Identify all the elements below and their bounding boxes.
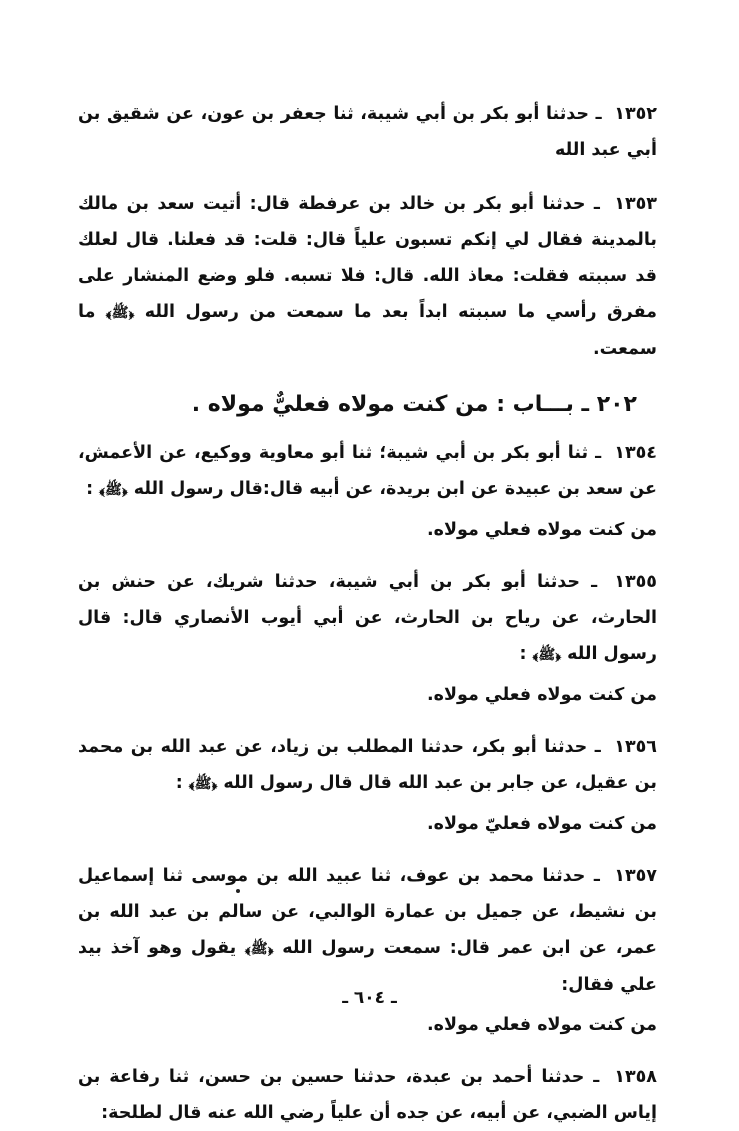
hadith-number: ١٣٥٧ [614, 866, 657, 886]
pbuh-glyph: ﴿ﷺ﴾ [99, 482, 128, 498]
page-number: ـ ٦٠٤ ـ [342, 988, 397, 1008]
hadith-number: ١٣٥٣ [614, 194, 657, 214]
hadith-tail: : [86, 479, 94, 499]
hadith-tail: : [519, 644, 527, 664]
hadith-text: ـ حدثنا أبو بكر، حدثنا المطلب بن زياد، عن عبد الله بن محمد بن عقيل، عن جابر بن عبد الله قال قال رسول الله [78, 737, 657, 793]
hadith-matn: من كنت مولاه فعلي مولاه. [427, 685, 657, 705]
pbuh-glyph: ﴿ﷺ﴾ [105, 305, 135, 321]
hadith-matn: من كنت مولاه فعلي مولاه. [427, 520, 657, 540]
hadith-1353 [78, 186, 657, 367]
hadith-number: ١٣٥٥ [614, 572, 657, 592]
pbuh-glyph: ﴿ﷺ﴾ [532, 647, 562, 663]
hadith-tail: : [175, 773, 183, 793]
hadith-1355 [78, 564, 657, 673]
hadith-1356 [78, 729, 657, 802]
hadith-tail: يقول وهو آخذ بيد علي فقال: [78, 938, 657, 995]
hadith-text: ـ حدثنا محمد بن عوف، ثنا عبيد الله بن موسى ثنا إسماعيل بن نشيط، عن جميل بن عمارة الوالبي، عن سالم بن عبد الله بن عمر، عن ابن عمر قال: سمعت رسول الله [78, 866, 657, 958]
chapter-title: ـ بـــاب : من كنت مولاه فعليٌّ مولاه . [191, 392, 590, 417]
page-body [78, 96, 657, 1131]
chapter-heading [78, 385, 637, 425]
hadith-1354 [78, 435, 657, 508]
hadith-text: ـ ثنا أبو بكر بن أبي شيبة؛ ثنا أبو معاوية ووكيع، عن الأعمش، عن سعد بن عبيدة عن ابن بريدة، عن أبيه قال:قال رسول الله [78, 443, 657, 499]
ink-speck [236, 889, 240, 893]
hadith-number: ١٣٥٨ [614, 1067, 657, 1087]
pbuh-glyph: ﴿ﷺ﴾ [188, 776, 218, 792]
hadith-1358 [78, 1059, 657, 1131]
hadith-matn: من كنت مولاه فعلي مولاه. [427, 1015, 657, 1035]
pbuh-glyph: ﴿ﷺ﴾ [245, 941, 274, 957]
hadith-number: ١٣٥٦ [614, 737, 657, 757]
hadith-matn: من كنت مولاه فعليّ مولاه. [427, 814, 657, 834]
hadith-number: ١٣٥٢ [614, 104, 657, 124]
hadith-text: ـ حدثنا أحمد بن عبدة، حدثنا حسين بن حسن، ثنا رفاعة بن إياس الضبي، عن أبيه، عن جده أن علياً رضي الله عنه قال لطلحة: [78, 1067, 657, 1123]
hadith-text: ـ حدثنا أبو بكر بن خالد بن عرفطة قال: أتيت سعد بن مالك بالمدينة فقال لي إنكم تسبون علياً قال: قلت: قد فعلنا. قال لعلك قد سببته فقلت: معاذ الله. قال: فلا تسبه. فلو وضع المنشار على مفرق رأسي ما سببته ابداً بعد ما سمعت من رسول الله [78, 194, 657, 322]
hadith-tail: ما سمعت. [78, 302, 657, 359]
chapter-number: ٢٠٢ [596, 392, 637, 417]
hadith-text: ـ حدثنا أبو بكر بن أبي شيبة، ثنا جعفر بن عون، عن شقيق بن أبي عبد الله [78, 104, 657, 160]
hadith-number: ١٣٥٤ [614, 443, 657, 463]
hadith-text: ـ حدثنا أبو بكر بن أبي شيبة، حدثنا شريك، عن حنش بن الحارث، عن رياح بن الحارث، عن أبي أيوب الأنصاري قال: قال رسول الله [78, 572, 657, 664]
hadith-1352 [78, 96, 657, 168]
hadith-1357 [78, 858, 657, 1003]
